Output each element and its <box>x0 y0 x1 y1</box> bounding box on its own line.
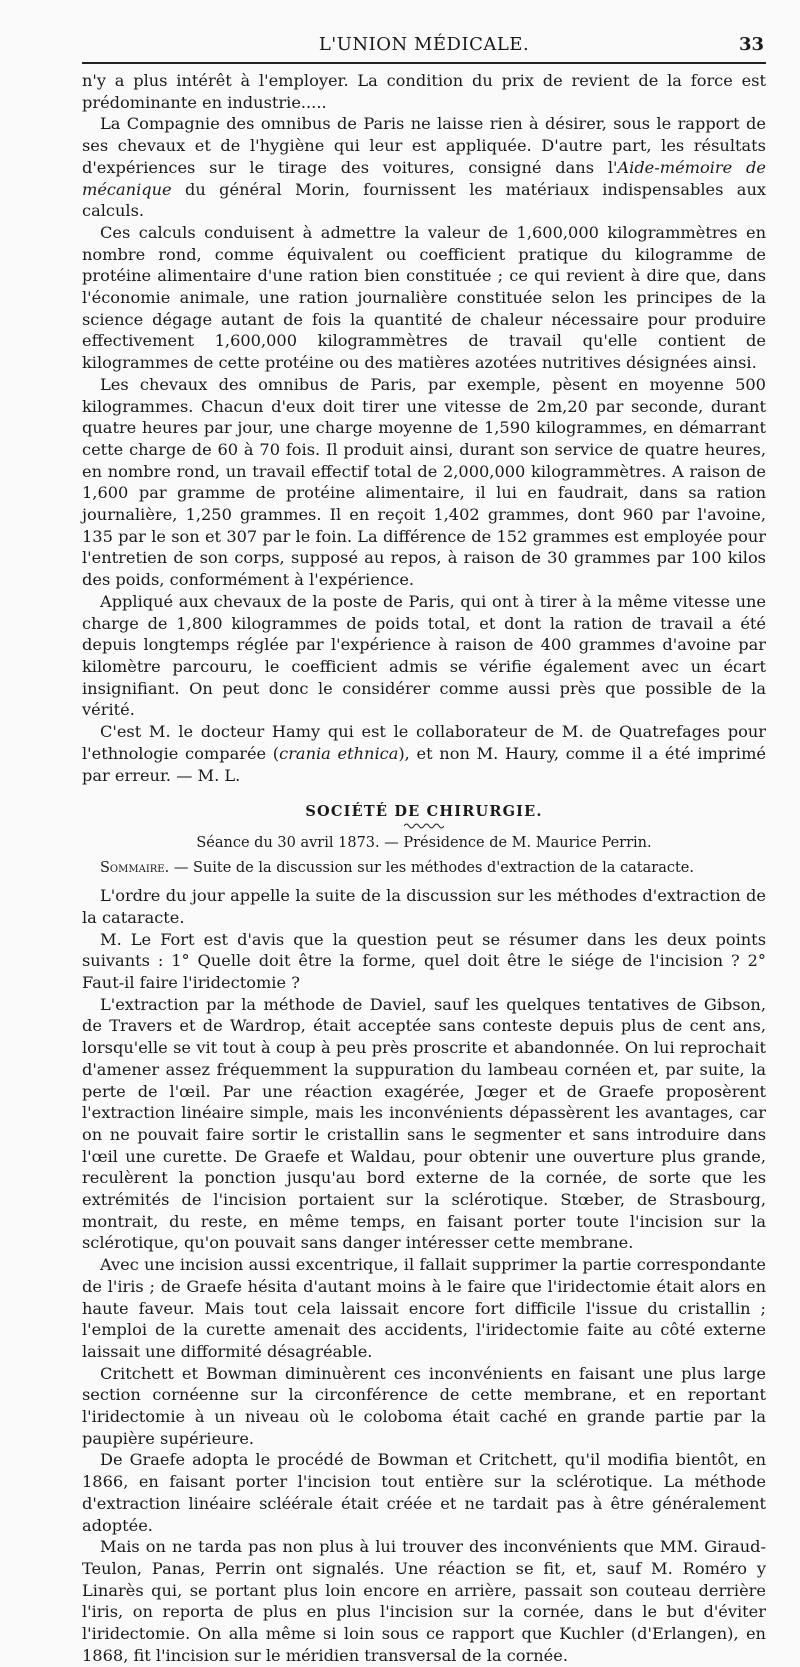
article-body <box>82 70 766 1667</box>
book-title: Aide-mémoire de mécanique <box>82 157 766 199</box>
running-header <box>82 30 766 64</box>
paragraph: Critchett et Bowman diminuèrent ces inconvénients en faisant une plus large section cornéenne sur la circonférence de cette membrane, et en reportant l'iridectomie à un niveau où le coloboma était caché en grande partie par la paupière supérieure. <box>82 1363 766 1448</box>
paragraph: La Compagnie des omnibus de Paris ne laisse rien à désirer, sous le rapport de ses chevaux et de l'hygiène qui leur est appliquée. D'autre part, les résultats d'expériences sur le tirage des voitures, consigné dans l'Aide-mémoire de mécanique du général Morin, fournissent les matériaux indispensables aux calculs. <box>82 114 766 221</box>
paragraph: Appliqué aux chevaux de la poste de Paris, qui ont à tirer à la même vitesse une charge de 1,800 kilogrammes de poids total, et dont la ration de travail a été depuis longtemps réglée par l'expérience à raison de 400 grammes d'avoine par kilomètre parcouru, le coefficient admis se vérifie également avec un écart insignifiant. On peut donc le considérer comme aussi près que possible de la vérité. <box>82 591 766 720</box>
session-line: Séance du 30 avril 1873. — Présidence de M. Maurice Perrin. <box>196 835 652 852</box>
summary: Sommaire. — Suite de la discussion sur les méthodes d'extraction de la cataracte. <box>100 860 694 877</box>
paragraph: Mais on ne tarda pas non plus à lui trouver des inconvénients que MM. Giraud-Teulon, Panas, Perrin ont signalés. Une réaction se fit, et, sauf M. Roméro y Linarès qui, se portant plus loin encore en arrière, passait son couteau derrière l'iris, on reporta de plus en plus l'incision sur la cornée, dans le but d'éviter l'iridectomie. On alla même si loin sous ce rapport que Kuchler (d'Erlangen), en 1868, fit l'incision sur le méridien transversal de la cornée. <box>82 1537 766 1665</box>
paragraph: L'extraction par la méthode de Daviel, sauf les quelques tentatives de Gibson, de Travers et de Wardrop, était acceptée sans conteste depuis plus de cent ans, lorsqu'elle se vit tout à coup à peu près proscrite et abandonnée. On lui reprochait d'amener assez fréquemment la suppuration du lambeau cornéen et, par suite, la perte de l'œil. Par une réaction exagérée, Jœger et de Graefe proposèrent l'extraction linéaire simple, mais les inconvénients dépassèrent les avantages, car on ne pouvait faire sortir le cristallin sans le segmenter et sans introduire dans l'œil une curette. De Graefe et Waldau, pour obtenir une ouverture plus grande, reculèrent la ponction jusqu'au bord externe de la cornée, de sorte que les extrémités de l'incision portaient sur la sclérotique. Stœber, de Strasbourg, montrait, du reste, en même temps, en faisant porter toute l'incision sur la sclérotique, qu'on pouvait sans danger intéresser cette membrane. <box>82 994 766 1253</box>
journal-title: L'UNION MÉDICALE. <box>318 34 530 55</box>
summary-label: Sommaire. <box>100 860 170 877</box>
paragraph: De Graefe adopta le procédé de Bowman et Critchett, qu'il modifia bientôt, en 1866, en faisant porter l'incision tout entière sur la sclérotique. La méthode d'extraction linéaire scléérale était créée et ne tardait pas à être généralement adoptée. <box>82 1450 766 1535</box>
journal-page <box>82 30 766 1667</box>
page-number: 33 <box>738 34 764 55</box>
ornament-divider <box>404 822 444 830</box>
erratum-paragraph: C'est M. le docteur Hamy qui est le collaborateur de M. de Quatrefages pour l'ethnologie comparée (crania ethnica), et non M. Haury, comme il a été imprimé par erreur. — M. L. <box>82 722 766 785</box>
paragraph: Ces calculs conduisent à admettre la valeur de 1,600,000 kilogrammètres en nombre rond, comme équivalent ou coefficient pratique du kilogramme de protéine alimentaire d'une ration bien constituée ; ce qui revient à dire que, dans l'économie animale, une ration journalière constituée selon les principes de la science dégage autant de fois la quantité de chaleur nécessaire pour produire effectivement 1,600,000 kilogrammètres de travail qu'elle contient de kilogrammes de cette protéine ou des matières azotées nutritives désignées ainsi. <box>82 222 766 373</box>
paragraph: n'y a plus intérêt à l'employer. La condition du prix de revient de la force est prédominante en industrie..... <box>82 71 766 112</box>
paragraph: Avec une incision aussi excentrique, il fallait supprimer la partie correspondante de l'iris ; de Graefe hésita d'autant moins à le faire que l'iridectomie était alors en haute faveur. Mais tout cela laissait encore fort difficile l'issue du cristallin ; l'emploi de la curette amenait des accidents, l'iridectomie faite au côté externe laissait une difformité désagréable. <box>82 1255 766 1361</box>
section-title: SOCIÉTÉ DE CHIRURGIE. <box>305 803 543 821</box>
paragraph: Les chevaux des omnibus de Paris, par exemple, pèsent en moyenne 500 kilogrammes. Chacun d'eux doit tirer une vitesse de 2m,20 par seconde, durant quatre heures par jour, une charge moyenne de 1,590 kilogrammes, en démarrant cette charge de 60 à 70 fois. Il produit ainsi, durant son service de quatre heures, en nombre rond, un travail effectif total de 2,000,000 kilogrammètres. A raison de 1,600 par gramme de protéine alimentaire, il lui en faudrait, dans sa ration journalière, 1,250 grammes. Il en reçoit 1,402 grammes, dont 960 par l'avoine, 135 par le son et 307 par le foin. La différence de 152 grammes est employée pour l'entretien de son corps, supposé au repos, à raison de 30 grammes par 100 kilos des poids, conformément à l'expérience. <box>82 374 766 590</box>
paragraph: M. Le Fort est d'avis que la question peut se résumer dans les deux points suivants : 1° Quelle doit être la forme, quel doit être le siége de l'incision ? 2° Faut-il faire l'iridectomie ? <box>82 929 766 993</box>
paragraph: L'ordre du jour appelle la suite de la discussion sur les méthodes d'extraction de la cataracte. <box>82 886 766 927</box>
work-title: crania ethnica <box>279 743 399 763</box>
